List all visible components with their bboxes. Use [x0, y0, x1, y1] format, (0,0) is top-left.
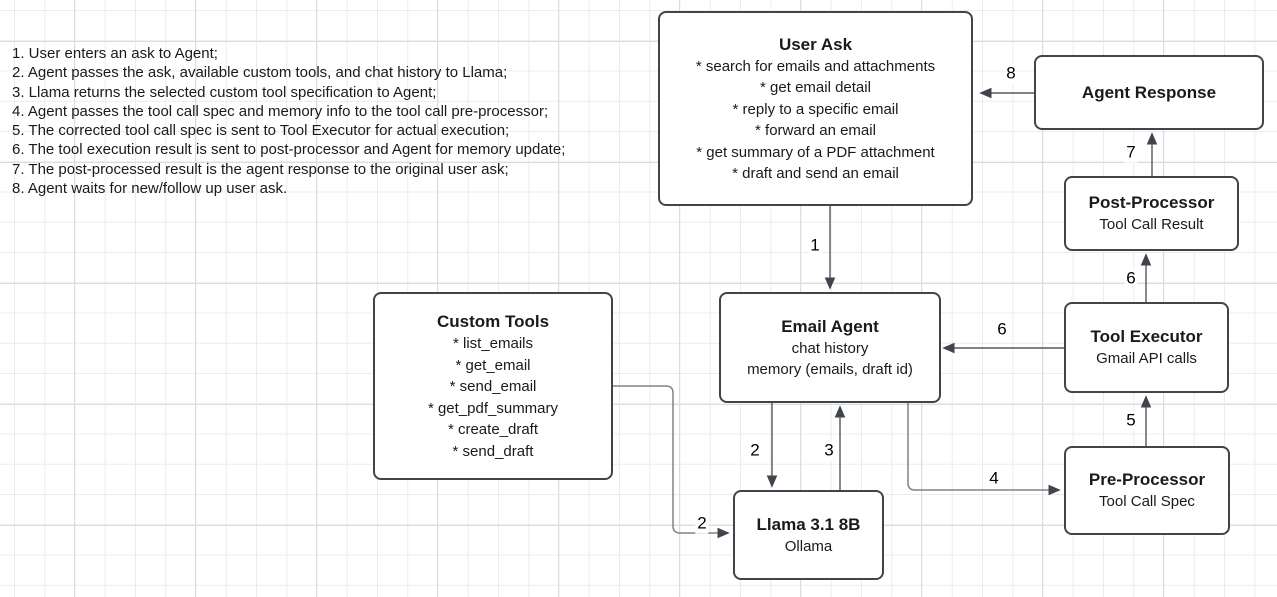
node-line: chat history	[791, 339, 869, 357]
edge-2-custom-tools-to-llama	[613, 386, 728, 533]
node-subtitle: Tool Call Spec	[1099, 493, 1195, 511]
step-3: 3. Llama returns the selected custom tool specification to Agent;	[12, 83, 437, 101]
node-subtitle: Tool Call Result	[1099, 216, 1204, 234]
node-line: * send_email	[449, 378, 537, 395]
edge-label-7: 7	[1126, 142, 1136, 162]
node-line: * create_draft	[447, 421, 539, 438]
node-line: * reply to a specific email	[732, 100, 899, 118]
node-email-agent	[719, 292, 941, 403]
node-llama	[733, 490, 884, 580]
node-title: Custom Tools	[436, 312, 550, 331]
node-title: User Ask	[778, 34, 853, 54]
edge-label-6-vertical: 6	[1126, 268, 1136, 288]
edge-4-email-agent-to-pre-processor	[908, 403, 1059, 490]
node-custom-tools	[373, 292, 613, 480]
step-2: 2. Agent passes the ask, available custom tools, and chat history to Llama;	[12, 64, 508, 82]
node-tool-executor	[1064, 302, 1229, 393]
step-6: 6. The tool execution result is sent to post-processor and Agent for memory update;	[12, 141, 566, 159]
node-title: Post-Processor	[1088, 193, 1215, 213]
node-title: Llama 3.1 8B	[756, 514, 861, 534]
node-pre-processor	[1064, 446, 1230, 535]
node-line: * search for emails and attachments	[695, 57, 936, 75]
node-user-ask	[658, 11, 973, 206]
step-4: 4. Agent passes the tool call spec and memory info to the tool call pre-processor;	[12, 102, 549, 120]
edge-label-6-horizontal: 6	[997, 319, 1007, 339]
edge-label-2-elbow: 2	[697, 513, 707, 533]
node-line: * list_emails	[452, 335, 534, 352]
node-post-processor	[1064, 176, 1239, 251]
node-line: * forward an email	[755, 122, 876, 139]
step-1: 1. User enters an ask to Agent;	[12, 45, 218, 62]
node-subtitle: Ollama	[784, 537, 833, 555]
edge-label-1: 1	[810, 235, 820, 255]
edge-label-8: 8	[1006, 63, 1016, 83]
node-line: * send_draft	[452, 442, 534, 460]
node-title: Tool Executor	[1090, 327, 1203, 347]
node-line: * get email detail	[760, 79, 871, 96]
step-7: 7. The post-processed result is the agent response to the original user ask;	[12, 160, 509, 178]
edge-label-3: 3	[824, 440, 834, 460]
node-line: * get summary of a PDF attachment	[696, 143, 935, 161]
edge-label-4: 4	[989, 468, 999, 488]
edge-label-5: 5	[1126, 410, 1136, 430]
node-subtitle: Gmail API calls	[1096, 350, 1197, 368]
edge-label-2-vertical: 2	[750, 440, 760, 460]
node-line: memory (emails, draft id)	[747, 361, 913, 378]
node-line: * draft and send an email	[732, 165, 899, 182]
node-line: * get_email	[455, 356, 531, 374]
step-5: 5. The corrected tool call spec is sent to Tool Executor for actual execution;	[12, 122, 510, 140]
node-title: Email Agent	[781, 316, 879, 336]
node-title: Pre-Processor	[1088, 470, 1206, 490]
step-8: 8. Agent waits for new/follow up user ask.	[12, 180, 288, 198]
node-line: * get_pdf_summary	[427, 399, 559, 417]
node-agent-response	[1034, 55, 1264, 130]
node-title: Agent Response	[1081, 83, 1217, 102]
